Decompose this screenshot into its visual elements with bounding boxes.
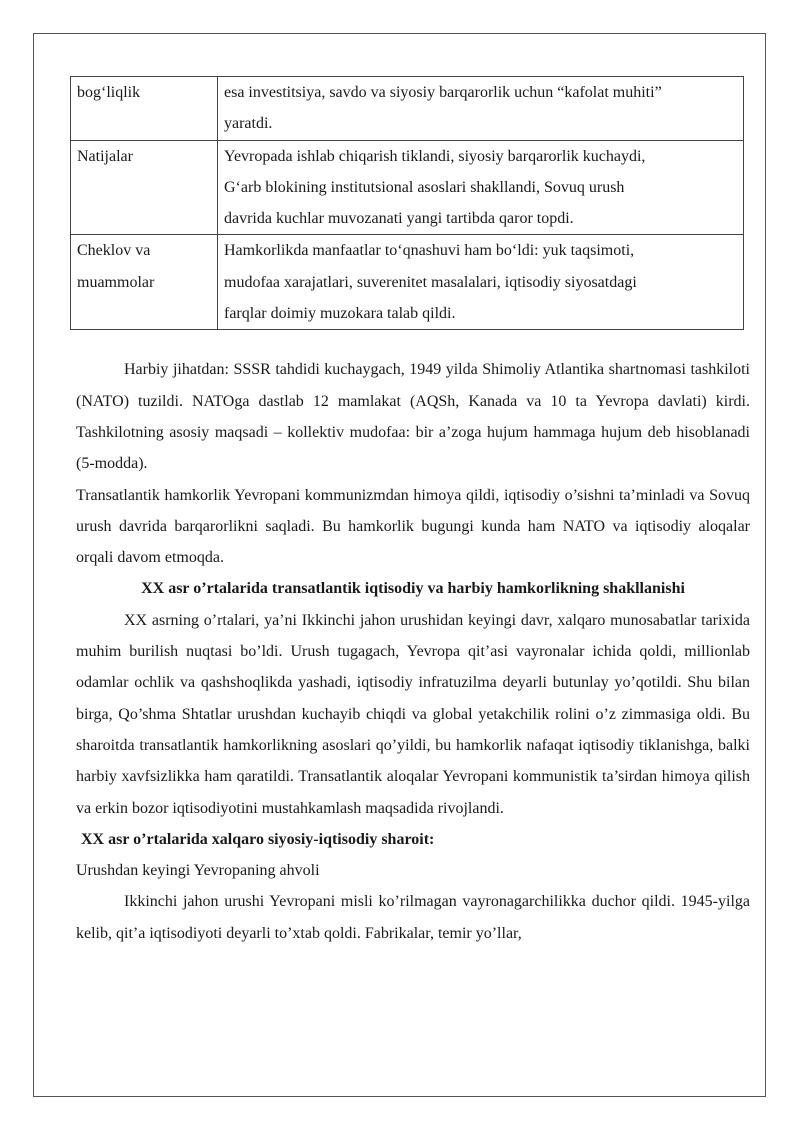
table-value-line: davrida kuchlar muvozanati yangi tartibda qaror topdi.: [224, 210, 574, 228]
table-key-cell: [71, 77, 218, 141]
table-value-line: G‘arb blokining institutsional asoslari shakllandi, Sovuq urush: [224, 178, 625, 196]
paragraph-postwar: XX asrning o’rtalari, ya’ni Ikkinchi jahon urushidan keyingi davr, xalqaro munosabatlar tarixida muhim burilish nuqtasi bo’ldi. Urush tugagach, Yevropa qit’asi vayronalar ichida qoldi, millionlab odamlar ochlik va qashshoqlikda yashadi, iqtisodiy infratuzilma deyarli butunlay yo’qotildi. Shu bilan birga, Qo’shma Shtatlar urushdan kuchayib chiqdi va global yetakchilik rolini o’z zimmasiga oldi. Bu sharoitda transatlantik hamkorlikning asoslari qo’yildi, bu hamkorlik nafaqat iqtisodiy tiklanishga, balki harbiy xavfsizlikka ham qaratildi. Transatlantik aloqalar Yevropani kommunistik ta’sirdan himoya qilish va erkin bozor iqtisodiyotini mustahkamlash maqsadida rivojlandi.: [76, 611, 750, 817]
table-row: [71, 77, 744, 141]
table-key-cell: [71, 140, 218, 235]
table-value-line: Yevropada ishlab chiqarish tiklandi, siyosiy barqarorlik kuchaydi,: [224, 147, 646, 165]
table-key-line: bog‘liqlik: [77, 84, 141, 101]
table-key-line: Cheklov va: [77, 242, 151, 260]
paragraph-nato: Harbiy jihatdan: SSSR tahdidi kuchaygach, 1949 yilda Shimoliy Atlantika shartnomasi tashkiloti (NATO) tuzildi. NATOga dastlab 12 mamlakat (AQSh, Kanada va 10 ta Yevropa davlati) kirdi. Tashkilotning asosiy maqsadi – kollektiv mudofaa: bir a’zoga hujum hammaga hujum deb hisoblanadi (5-modda).: [76, 361, 750, 473]
table-row: [71, 140, 744, 235]
table-value-line: Hamkorlikda manfaatlar to‘qnashuvi ham bo‘ldi: yuk taqsimoti,: [224, 242, 635, 260]
paragraph-transatlantic: Transatlantik hamkorlik Yevropani kommunizmdan himoya qildi, iqtisodiy o’sishni ta’minladi va Sovuq urush davrida barqarorlikni saqladi. Bu hamkorlik bugungi kunda ham NATO va iqtisodiy aloqalar orqali davom etmoqda.: [76, 486, 750, 567]
subheading-europe: Urushdan keyingi Yevropaning ahvoli: [76, 862, 320, 880]
table-value-line: farqlar doimiy muzokara talab qildi.: [224, 305, 456, 323]
table-row: [71, 235, 744, 330]
table-value-line: yaratdi.: [224, 115, 273, 133]
table-key-line: Natijalar: [77, 147, 133, 165]
table-value-line: esa investitsiya, savdo va siyosiy barqarorlik uchun “kafolat muhiti”: [224, 84, 662, 101]
table-value-cell: [218, 77, 744, 141]
paragraph-destruction: Ikkinchi jahon urushi Yevropani misli ko’rilmagan vayronagarchilikka duchor qildi. 1945-yilga kelib, qit’a iqtisodiyoti deyarli to’xtab qoldi. Fabrikalar, temir yo’llar,: [76, 893, 750, 942]
section-heading-conditions: XX asr o’rtalarida xalqaro siyosiy-iqtisodiy sharoit:: [81, 830, 435, 848]
section-heading-cooperation: XX asr o’rtalarida transatlantik iqtisodiy va harbiy hamkorlikning shakllanishi: [141, 580, 685, 598]
table-key-cell: [71, 235, 218, 330]
table-value-cell: [218, 140, 744, 235]
table-value-line: mudofaa xarajatlari, suverenitet masalalari, iqtisodiy siyosatdagi: [224, 273, 637, 291]
document-content: [76, 76, 750, 949]
table-key-line: muammolar: [77, 273, 155, 291]
info-table: [70, 76, 744, 330]
table-value-cell: [218, 235, 744, 330]
